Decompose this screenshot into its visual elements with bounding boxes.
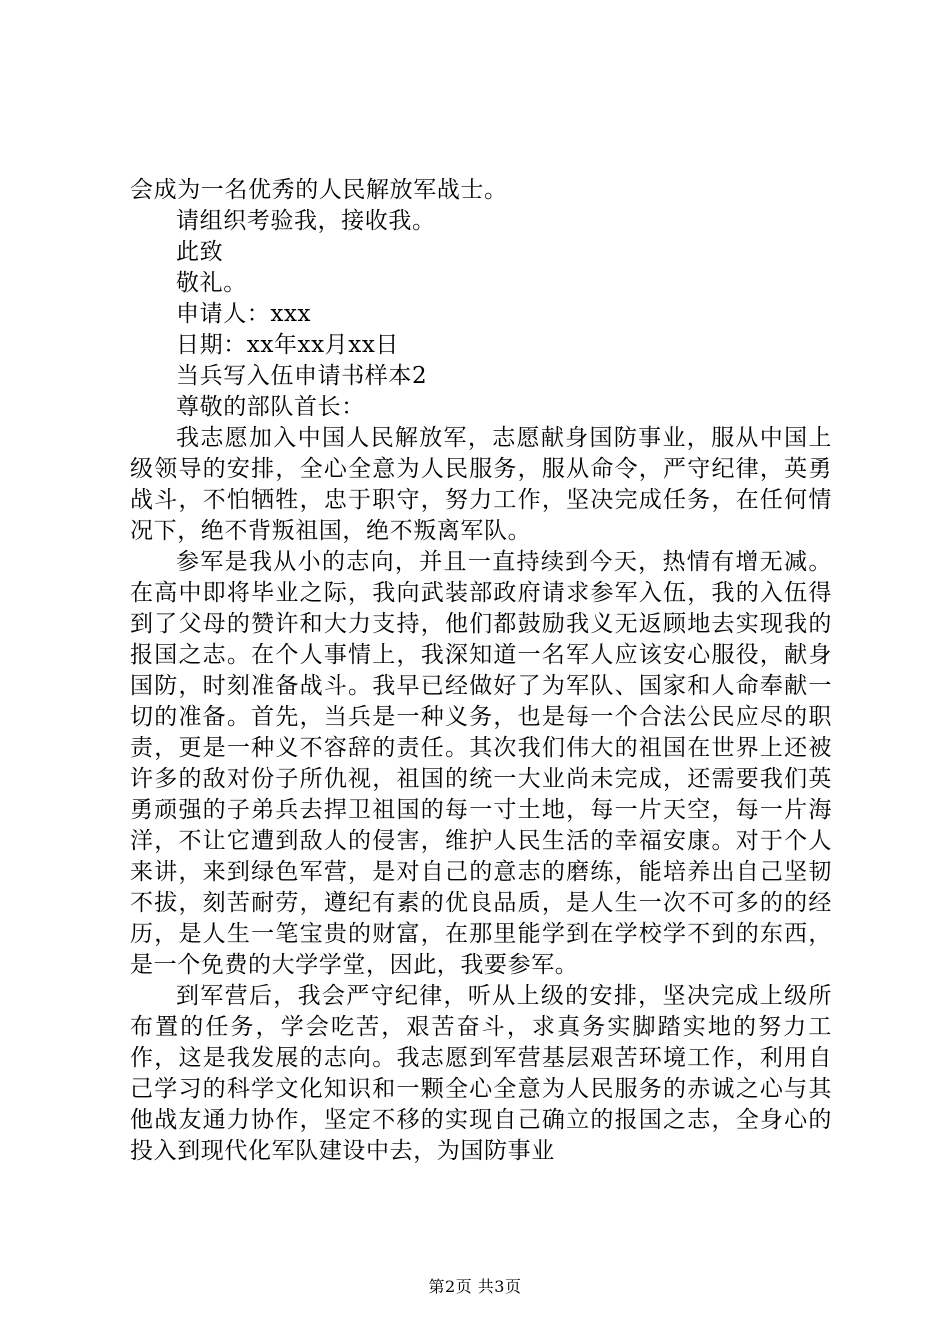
paragraph-date: 日期：xx年xx月xx日: [176, 332, 400, 358]
paragraph-continuation: 会成为一名优秀的人民解放军战士。: [130, 177, 508, 203]
paragraph-salutation-1: 此致: [176, 239, 224, 265]
paragraph-sample-heading: 当兵写入伍申请书样本2: [176, 363, 428, 389]
paragraph-greeting: 尊敬的部队首长：: [176, 394, 365, 420]
paragraph-applicant: 申请人：xxx: [176, 301, 312, 327]
paragraph-oath: 我志愿加入中国人民解放军，志愿献身国防事业，服从中国上级领导的安排，全心全意为人民服务，服从命令，严守纪律，英勇战斗，不怕牺牲，忠于职守，努力工作，坚决完成任务，在任何情况下，绝不背叛祖国，绝不叛离军队。: [130, 425, 832, 544]
document-body: [130, 175, 832, 1167]
paragraph-salutation-2: 敬礼。: [176, 270, 247, 296]
paragraph-motivation: 参军是我从小的志向，并且一直持续到今天，热情有增无减。在高中即将毕业之际，我向武装部政府请求参军入伍，我的入伍得到了父母的赞许和大力支持，他们都鼓励我义无返顾地去实现我的报国之志。在个人事情上，我深知道一名军人应该安心服役，献身国防，时刻准备战斗。我早已经做好了为军队、国家和人命奉献一切的准备。首先，当兵是一种义务，也是每一个合法公民应尽的职责，更是一种义不容辞的责任。其次我们伟大的祖国在世界上还被许多的敌对份子所仇视，祖国的统一大业尚未完成，还需要我们英勇顽强的子弟兵去捍卫祖国的每一寸土地，每一片天空，每一片海洋，不让它遭到敌人的侵害，维护人民生活的幸福安康。对于个人来讲，来到绿色军营，是对自己的意志的磨练，能培养出自己坚韧不拔，刻苦耐劳，遵纪有素的优良品质，是人生一次不可多的的经历，是人生一笔宝贵的财富，在那里能学到在学校学不到的东西，是一个免费的大学学堂，因此，我要参军。: [130, 549, 832, 978]
paragraph-commitment: 到军营后，我会严守纪律，听从上级的安排，坚决完成上级所布置的任务，学会吃苦，艰苦奋斗，求真务实脚踏实地的努力工作，这是我发展的志向。我志愿到军营基层艰苦环境工作，利用自己学习的科学文化知识和一颗全心全意为人民服务的赤诚之心与其他战友通力协作，坚定不移的实现自己确立的报国之志，全身心的投入到现代化军队建设中去，为国防事业: [130, 983, 832, 1164]
page-number-footer: 第2页 共3页: [428, 1277, 522, 1296]
paragraph-request: 请组织考验我，接收我。: [176, 208, 436, 234]
